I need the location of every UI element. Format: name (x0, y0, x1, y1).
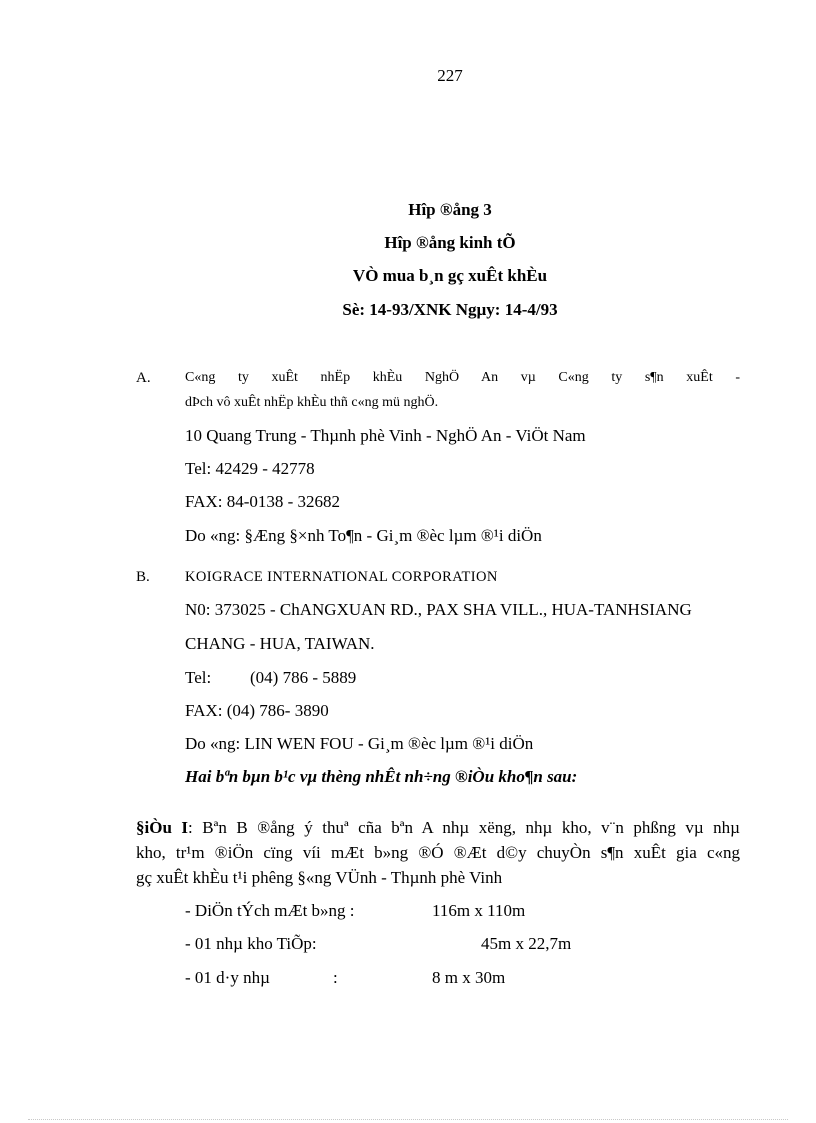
item-1-label: - DiÖn tÝch mÆt b»ng : (185, 901, 355, 920)
article-1-line3: gç xuÊt khÈu t¹i phêng §«ng VÜnh - Thµnh phè Vinh (136, 868, 503, 887)
party-a-marker: A. (136, 370, 151, 386)
item-1-value: 116m x 110m (432, 901, 526, 920)
party-b-address-line1: N0: 373025 - ChANGXUAN RD., PAX SHA VILL., HUA-TANHSIANG (185, 600, 692, 619)
party-b-address-line2: CHANG - HUA, TAIWAN. (185, 634, 375, 653)
item-3-value: 8 m x 30m (432, 968, 506, 987)
item-2-label: - 01 nhµ kho TiÕp: (185, 934, 317, 953)
page-number: 227 (437, 66, 463, 85)
agreement-statement: Hai bªn bµn b¹c vµ thèng nhÊt nh÷ng ®iÒu kho¶n sau: (185, 767, 578, 786)
party-a-name-line2: dÞch vô xuÊt nhËp khÈu thñ c«ng mü nghÖ. (185, 395, 439, 410)
party-a-tel: Tel: 42429 - 42778 (185, 459, 315, 478)
party-b-representative: Do «ng: LIN WEN FOU - Gi¸m ®èc lµm ®¹i diÖn (185, 734, 534, 753)
article-1-label: §iÒu I (136, 818, 189, 837)
article-1-line1-text: : Bªn B ®ång ý thuª cña bªn A nhµ xëng, nhµ kho, v¨n phßng vµ nhµ (188, 818, 740, 837)
party-b-fax: FAX: (04) 786- 3890 (185, 701, 329, 720)
party-b-name: KOIGRACE INTERNATIONAL CORPORATION (185, 569, 498, 585)
contract-subject-heading: VÒ mua b¸n gç xuÊt khÈu (352, 266, 548, 285)
item-3-separator: : (333, 968, 338, 987)
item-3-label: - 01 d·y nhµ (185, 968, 270, 987)
contract-number-heading: Hîp ®ång 3 (408, 200, 492, 219)
article-1-line1 (136, 818, 740, 838)
party-a-address: 10 Quang Trung - Thµnh phè Vinh - NghÖ An - ViÖt Nam (185, 426, 586, 445)
party-a-name-line1: C«ng ty xuÊt nhËp khÈu NghÖ An vµ C«ng ty s¶n xuÊt - (185, 370, 740, 385)
party-a-representative: Do «ng: §Æng §×nh To¶n - Gi¸m ®èc lµm ®¹i diÖn (185, 526, 542, 545)
party-a-fax: FAX: 84-0138 - 32682 (185, 492, 341, 511)
party-b-tel-label: Tel: (185, 668, 212, 687)
page-bottom-divider (28, 1119, 788, 1120)
article-1-line2: kho, tr¹m ®iÖn cïng víi mÆt b»ng ®Ó ®Æt d©y chuyÒn s¶n xuÊt gia c«ng (136, 843, 740, 862)
item-2-value: 45m x 22,7m (481, 934, 572, 953)
contract-type-heading: Hîp ®ång kinh tÕ (384, 233, 516, 252)
party-b-tel-value: (04) 786 - 5889 (250, 668, 357, 687)
contract-ref-heading: Sè: 14-93/XNK Ngµy: 14-4/93 (342, 300, 558, 319)
party-b-marker: B. (136, 569, 150, 585)
